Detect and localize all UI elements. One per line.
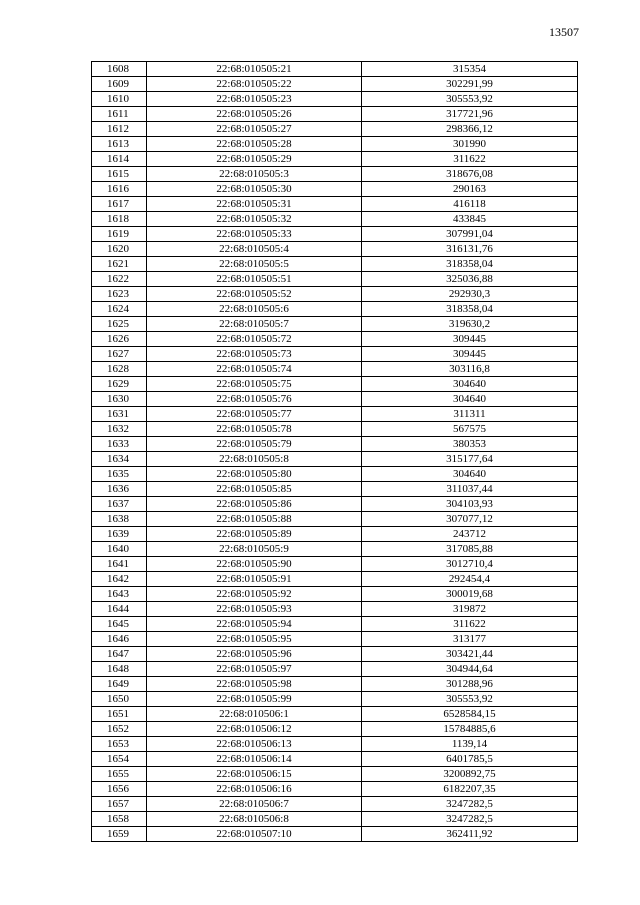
row-number-cell: 1616	[92, 182, 147, 197]
row-number-cell: 1658	[92, 812, 147, 827]
row-number-cell: 1614	[92, 152, 147, 167]
row-number-cell: 1646	[92, 632, 147, 647]
table-row	[92, 527, 578, 542]
cadastral-number-cell: 22:68:010505:26	[147, 107, 362, 122]
cadastral-value-cell: 292930,3	[362, 287, 578, 302]
cadastral-value-cell: 301288,96	[362, 677, 578, 692]
table-row	[92, 392, 578, 407]
cadastral-value-cell: 311311	[362, 407, 578, 422]
cadastral-number-cell: 22:68:010505:94	[147, 617, 362, 632]
row-number-cell: 1653	[92, 737, 147, 752]
table-row	[92, 437, 578, 452]
cadastral-number-cell: 22:68:010505:21	[147, 62, 362, 77]
cadastral-number-cell: 22:68:010505:77	[147, 407, 362, 422]
cadastral-number-cell: 22:68:010505:90	[147, 557, 362, 572]
table-row	[92, 467, 578, 482]
cadastral-value-cell: 304640	[362, 392, 578, 407]
row-number-cell: 1623	[92, 287, 147, 302]
cadastral-value-cell: 292454,4	[362, 572, 578, 587]
page-number: 13507	[549, 25, 579, 39]
table-row	[92, 722, 578, 737]
table-row	[92, 572, 578, 587]
row-number-cell: 1622	[92, 272, 147, 287]
row-number-cell: 1615	[92, 167, 147, 182]
table-row	[92, 587, 578, 602]
cadastral-value-cell: 315177,64	[362, 452, 578, 467]
cadastral-value-cell: 303116,8	[362, 362, 578, 377]
cadastral-number-cell: 22:68:010506:1	[147, 707, 362, 722]
table-row	[92, 272, 578, 287]
cadastral-value-cell: 301990	[362, 137, 578, 152]
cadastral-number-cell: 22:68:010505:33	[147, 227, 362, 242]
cadastral-number-cell: 22:68:010505:97	[147, 662, 362, 677]
table-row	[92, 362, 578, 377]
row-number-cell: 1612	[92, 122, 147, 137]
cadastral-value-cell: 243712	[362, 527, 578, 542]
cadastral-value-cell: 416118	[362, 197, 578, 212]
row-number-cell: 1633	[92, 437, 147, 452]
table-row	[92, 617, 578, 632]
row-number-cell: 1632	[92, 422, 147, 437]
row-number-cell: 1609	[92, 77, 147, 92]
table-row	[92, 152, 578, 167]
cadastral-value-cell: 6182207,35	[362, 782, 578, 797]
cadastral-number-cell: 22:68:010505:5	[147, 257, 362, 272]
table-row	[92, 257, 578, 272]
table-row	[92, 167, 578, 182]
cadastral-number-cell: 22:68:010505:22	[147, 77, 362, 92]
cadastral-number-cell: 22:68:010505:89	[147, 527, 362, 542]
cadastral-number-cell: 22:68:010505:85	[147, 482, 362, 497]
row-number-cell: 1611	[92, 107, 147, 122]
cadastral-value-cell: 567575	[362, 422, 578, 437]
cadastral-value-cell: 313177	[362, 632, 578, 647]
row-number-cell: 1636	[92, 482, 147, 497]
cadastral-number-cell: 22:68:010505:93	[147, 602, 362, 617]
cadastral-value-cell: 362411,92	[362, 827, 578, 842]
cadastral-value-cell: 317721,96	[362, 107, 578, 122]
cadastral-number-cell: 22:68:010505:80	[147, 467, 362, 482]
cadastral-value-cell: 304944,64	[362, 662, 578, 677]
row-number-cell: 1649	[92, 677, 147, 692]
cadastral-number-cell: 22:68:010505:23	[147, 92, 362, 107]
table-row	[92, 782, 578, 797]
cadastral-number-cell: 22:68:010505:91	[147, 572, 362, 587]
cadastral-number-cell: 22:68:010505:29	[147, 152, 362, 167]
cadastral-number-cell: 22:68:010505:98	[147, 677, 362, 692]
table-row	[92, 347, 578, 362]
cadastral-number-cell: 22:68:010505:51	[147, 272, 362, 287]
table-row	[92, 662, 578, 677]
row-number-cell: 1638	[92, 512, 147, 527]
cadastral-value-cell: 3012710,4	[362, 557, 578, 572]
cadastral-value-cell: 311037,44	[362, 482, 578, 497]
table-row	[92, 737, 578, 752]
row-number-cell: 1630	[92, 392, 147, 407]
cadastral-value-cell: 304103,93	[362, 497, 578, 512]
row-number-cell: 1621	[92, 257, 147, 272]
cadastral-number-cell: 22:68:010505:99	[147, 692, 362, 707]
table-row	[92, 302, 578, 317]
cadastral-number-cell: 22:68:010506:16	[147, 782, 362, 797]
table-row	[92, 692, 578, 707]
table-row	[92, 182, 578, 197]
cadastral-number-cell: 22:68:010505:75	[147, 377, 362, 392]
cadastral-value-cell: 307077,12	[362, 512, 578, 527]
cadastral-value-cell: 304640	[362, 377, 578, 392]
cadastral-value-cell: 3200892,75	[362, 767, 578, 782]
cadastral-value-cell: 6401785,5	[362, 752, 578, 767]
row-number-cell: 1639	[92, 527, 147, 542]
row-number-cell: 1617	[92, 197, 147, 212]
cadastral-value-cell: 3247282,5	[362, 797, 578, 812]
cadastral-number-cell: 22:68:010505:88	[147, 512, 362, 527]
cadastral-value-cell: 304640	[362, 467, 578, 482]
table-row	[92, 497, 578, 512]
cadastral-number-cell: 22:68:010505:72	[147, 332, 362, 347]
cadastral-value-cell: 433845	[362, 212, 578, 227]
cadastral-number-cell: 22:68:010505:52	[147, 287, 362, 302]
table-row	[92, 752, 578, 767]
cadastral-value-cell: 302291,99	[362, 77, 578, 92]
cadastral-number-cell: 22:68:010506:15	[147, 767, 362, 782]
row-number-cell: 1648	[92, 662, 147, 677]
table-row	[92, 317, 578, 332]
table-row	[92, 377, 578, 392]
cadastral-value-cell: 311622	[362, 617, 578, 632]
cadastral-number-cell: 22:68:010505:4	[147, 242, 362, 257]
cadastral-value-cell: 319630,2	[362, 317, 578, 332]
row-number-cell: 1652	[92, 722, 147, 737]
cadastral-number-cell: 22:68:010505:6	[147, 302, 362, 317]
table-row	[92, 92, 578, 107]
table-row	[92, 62, 578, 77]
cadastral-number-cell: 22:68:010505:95	[147, 632, 362, 647]
row-number-cell: 1613	[92, 137, 147, 152]
cadastral-number-cell: 22:68:010505:73	[147, 347, 362, 362]
cadastral-number-cell: 22:68:010505:28	[147, 137, 362, 152]
cadastral-number-cell: 22:68:010506:14	[147, 752, 362, 767]
table-row	[92, 452, 578, 467]
cadastral-value-cell: 300019,68	[362, 587, 578, 602]
row-number-cell: 1640	[92, 542, 147, 557]
cadastral-number-cell: 22:68:010505:3	[147, 167, 362, 182]
cadastral-number-cell: 22:68:010505:27	[147, 122, 362, 137]
row-number-cell: 1619	[92, 227, 147, 242]
row-number-cell: 1629	[92, 377, 147, 392]
cadastral-number-cell: 22:68:010505:96	[147, 647, 362, 662]
cadastral-number-cell: 22:68:010505:86	[147, 497, 362, 512]
table-row	[92, 632, 578, 647]
table-row	[92, 287, 578, 302]
cadastral-value-cell: 309445	[362, 347, 578, 362]
cadastral-value-table	[91, 61, 578, 842]
table-row	[92, 827, 578, 842]
table-row	[92, 812, 578, 827]
row-number-cell: 1641	[92, 557, 147, 572]
row-number-cell: 1642	[92, 572, 147, 587]
table-row	[92, 77, 578, 92]
row-number-cell: 1643	[92, 587, 147, 602]
cadastral-value-cell: 325036,88	[362, 272, 578, 287]
cadastral-number-cell: 22:68:010507:10	[147, 827, 362, 842]
row-number-cell: 1645	[92, 617, 147, 632]
row-number-cell: 1610	[92, 92, 147, 107]
cadastral-value-cell: 3247282,5	[362, 812, 578, 827]
row-number-cell: 1608	[92, 62, 147, 77]
row-number-cell: 1657	[92, 797, 147, 812]
table-row	[92, 602, 578, 617]
cadastral-value-cell: 6528584,15	[362, 707, 578, 722]
row-number-cell: 1650	[92, 692, 147, 707]
cadastral-number-cell: 22:68:010506:8	[147, 812, 362, 827]
table-row	[92, 647, 578, 662]
cadastral-number-cell: 22:68:010505:32	[147, 212, 362, 227]
cadastral-number-cell: 22:68:010505:8	[147, 452, 362, 467]
cadastral-number-cell: 22:68:010505:31	[147, 197, 362, 212]
row-number-cell: 1656	[92, 782, 147, 797]
row-number-cell: 1637	[92, 497, 147, 512]
row-number-cell: 1627	[92, 347, 147, 362]
row-number-cell: 1618	[92, 212, 147, 227]
cadastral-value-cell: 309445	[362, 332, 578, 347]
table-row	[92, 422, 578, 437]
table-row	[92, 332, 578, 347]
cadastral-number-cell: 22:68:010506:7	[147, 797, 362, 812]
table-row	[92, 212, 578, 227]
cadastral-value-cell: 311622	[362, 152, 578, 167]
table-row	[92, 542, 578, 557]
cadastral-number-cell: 22:68:010506:12	[147, 722, 362, 737]
table-row	[92, 707, 578, 722]
table-row	[92, 482, 578, 497]
row-number-cell: 1634	[92, 452, 147, 467]
cadastral-value-cell: 380353	[362, 437, 578, 452]
row-number-cell: 1644	[92, 602, 147, 617]
cadastral-number-cell: 22:68:010506:13	[147, 737, 362, 752]
row-number-cell: 1624	[92, 302, 147, 317]
table-row	[92, 407, 578, 422]
row-number-cell: 1659	[92, 827, 147, 842]
cadastral-value-cell: 319872	[362, 602, 578, 617]
table-row	[92, 227, 578, 242]
cadastral-number-cell: 22:68:010505:78	[147, 422, 362, 437]
table-row	[92, 797, 578, 812]
row-number-cell: 1631	[92, 407, 147, 422]
row-number-cell: 1628	[92, 362, 147, 377]
row-number-cell: 1635	[92, 467, 147, 482]
cadastral-value-cell: 318676,08	[362, 167, 578, 182]
cadastral-value-cell: 15784885,6	[362, 722, 578, 737]
table-row	[92, 197, 578, 212]
row-number-cell: 1654	[92, 752, 147, 767]
cadastral-value-cell: 305553,92	[362, 92, 578, 107]
cadastral-value-cell: 303421,44	[362, 647, 578, 662]
row-number-cell: 1625	[92, 317, 147, 332]
cadastral-value-cell: 290163	[362, 182, 578, 197]
cadastral-number-cell: 22:68:010505:30	[147, 182, 362, 197]
table-row	[92, 107, 578, 122]
table-row	[92, 242, 578, 257]
cadastral-number-cell: 22:68:010505:74	[147, 362, 362, 377]
cadastral-value-cell: 1139,14	[362, 737, 578, 752]
cadastral-number-cell: 22:68:010505:92	[147, 587, 362, 602]
cadastral-value-cell: 305553,92	[362, 692, 578, 707]
table-row	[92, 137, 578, 152]
cadastral-value-cell: 315354	[362, 62, 578, 77]
table-row	[92, 122, 578, 137]
cadastral-number-cell: 22:68:010505:79	[147, 437, 362, 452]
cadastral-value-cell: 307991,04	[362, 227, 578, 242]
table-row	[92, 557, 578, 572]
cadastral-value-cell: 318358,04	[362, 257, 578, 272]
cadastral-number-cell: 22:68:010505:76	[147, 392, 362, 407]
cadastral-number-cell: 22:68:010505:9	[147, 542, 362, 557]
table-body	[92, 62, 578, 842]
table-row	[92, 512, 578, 527]
row-number-cell: 1626	[92, 332, 147, 347]
cadastral-value-cell: 318358,04	[362, 302, 578, 317]
cadastral-number-cell: 22:68:010505:7	[147, 317, 362, 332]
table-row	[92, 767, 578, 782]
row-number-cell: 1647	[92, 647, 147, 662]
cadastral-value-cell: 298366,12	[362, 122, 578, 137]
cadastral-value-cell: 316131,76	[362, 242, 578, 257]
row-number-cell: 1620	[92, 242, 147, 257]
row-number-cell: 1655	[92, 767, 147, 782]
row-number-cell: 1651	[92, 707, 147, 722]
cadastral-value-cell: 317085,88	[362, 542, 578, 557]
table-row	[92, 677, 578, 692]
